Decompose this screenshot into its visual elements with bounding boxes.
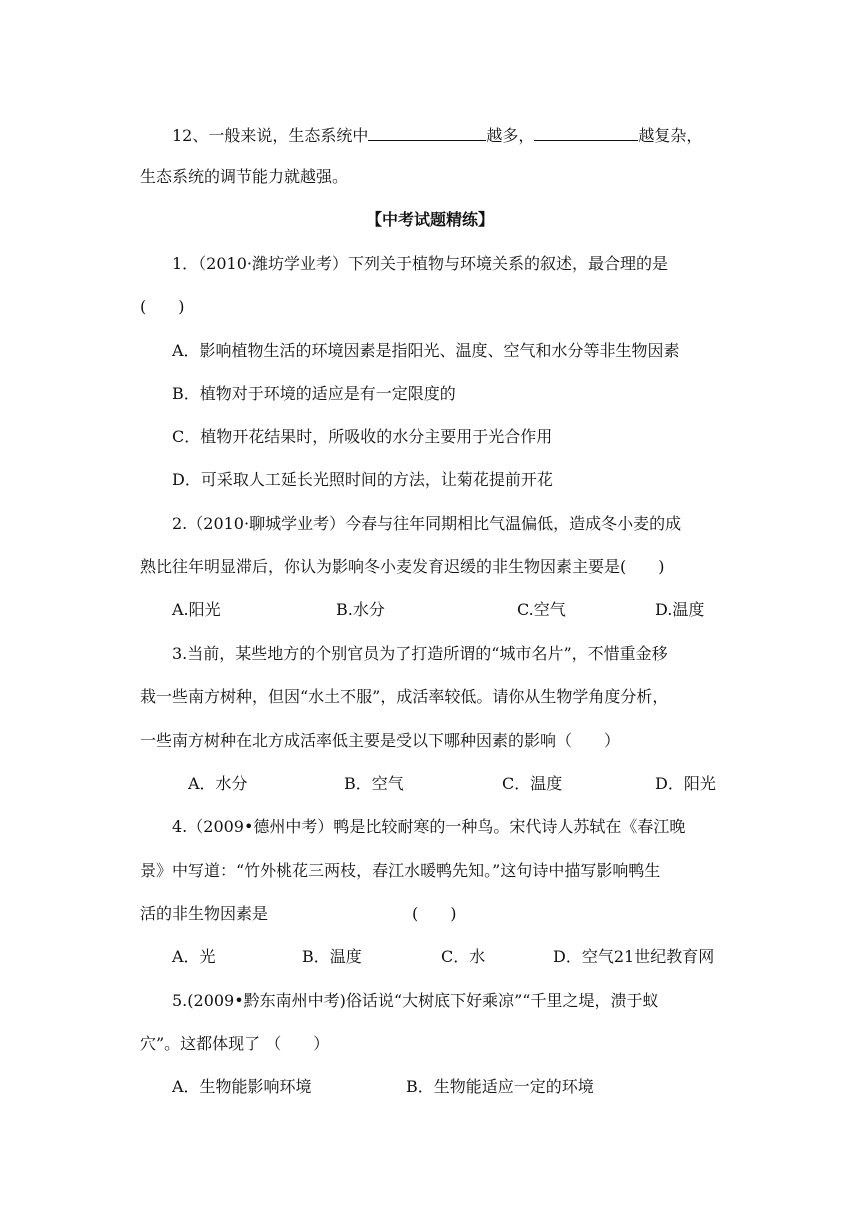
q2-stem-line2: 熟比往年明显滞后，你认为影响冬小麦发育迟缓的非生物因素主要是( ) xyxy=(140,557,665,576)
q12-blank-1 xyxy=(368,124,486,141)
q2-option-b: B.水分 xyxy=(336,600,385,619)
q5-option-b: B．生物能适应一定的环境 xyxy=(406,1077,594,1096)
section-title: 【中考试题精练】 xyxy=(365,210,494,229)
q12-text-1: 12、一般来说，生态系统中 xyxy=(172,126,369,145)
q5-stem-line1: 5.(2009•黔东南州中考)俗话说“大树底下好乘凉”“千里之堤，溃于蚁 xyxy=(172,991,659,1010)
q3-option-c: C．温度 xyxy=(502,774,563,793)
q4-option-c: C．水 xyxy=(441,947,486,966)
q3-stem-line2: 栽一些南方树种，但因“水土不服”，成活率较低。请你从生物学角度分析， xyxy=(140,687,669,706)
q1-answer-paren: ( ) xyxy=(140,297,185,316)
q12-line2: 生态系统的调节能力就越强。 xyxy=(140,167,349,186)
q4-option-d: D．空气21世纪教育网 xyxy=(553,947,715,966)
q4-stem-line3-text: 活的非生物因素是 xyxy=(140,904,269,923)
q12-blank-2 xyxy=(534,124,638,141)
q2-option-c: C.空气 xyxy=(517,600,566,619)
q1-option-b: B．植物对于环境的适应是有一定限度的 xyxy=(172,384,456,403)
q2-option-d: D.温度 xyxy=(655,600,705,619)
q4-stem-line2: 景》中写道：“竹外桃花三两枝，春江水暖鸭先知。”这句诗中描写影响鸭生 xyxy=(140,861,661,880)
q3-option-a: A．水分 xyxy=(188,774,248,793)
q2-option-a: A.阳光 xyxy=(172,600,221,619)
q4-stem-line3 xyxy=(140,904,268,924)
q4-option-b: B．温度 xyxy=(302,947,362,966)
q3-option-b: B．空气 xyxy=(344,774,404,793)
q3-stem-line1: 3.当前，某些地方的个别官员为了打造所谓的“城市名片”，不惜重金移 xyxy=(172,644,668,663)
q4-stem-line1: 4.（2009•德州中考）鸭是比较耐寒的一种鸟。宋代诗人苏轼在《春江晚 xyxy=(172,817,686,836)
q12-text-2: 越多， xyxy=(486,126,535,145)
q12-line1 xyxy=(172,124,702,146)
q1-option-a: A．影响植物生活的环境因素是指阳光、温度、空气和水分等非生物因素 xyxy=(172,341,680,360)
q12-text-3: 越复杂， xyxy=(638,126,703,145)
q3-stem-line3: 一些南方树种在北方成活率低主要是受以下哪种因素的影响（ ） xyxy=(140,731,621,750)
q1-stem-line1: 1．（2010·潍坊学业考）下列关于植物与环境关系的叙述，最合理的是 xyxy=(172,254,668,273)
q4-option-a: A．光 xyxy=(172,947,216,966)
q1-option-d: D．可采取人工延长光照时间的方法，让菊花提前开花 xyxy=(172,470,553,489)
q2-stem-line1: 2.（2010·聊城学业考）今春与往年同期相比气温偏低，造成冬小麦的成 xyxy=(172,514,682,533)
q3-option-d: D．阳光 xyxy=(655,774,716,793)
q4-answer-paren: ( ) xyxy=(412,904,457,923)
q5-option-a: A．生物能影响环境 xyxy=(172,1077,312,1096)
q5-stem-line2: 穴”。这都体现了 （ ） xyxy=(140,1034,330,1053)
q1-option-c: C．植物开花结果时，所吸收的水分主要用于光合作用 xyxy=(172,427,553,446)
